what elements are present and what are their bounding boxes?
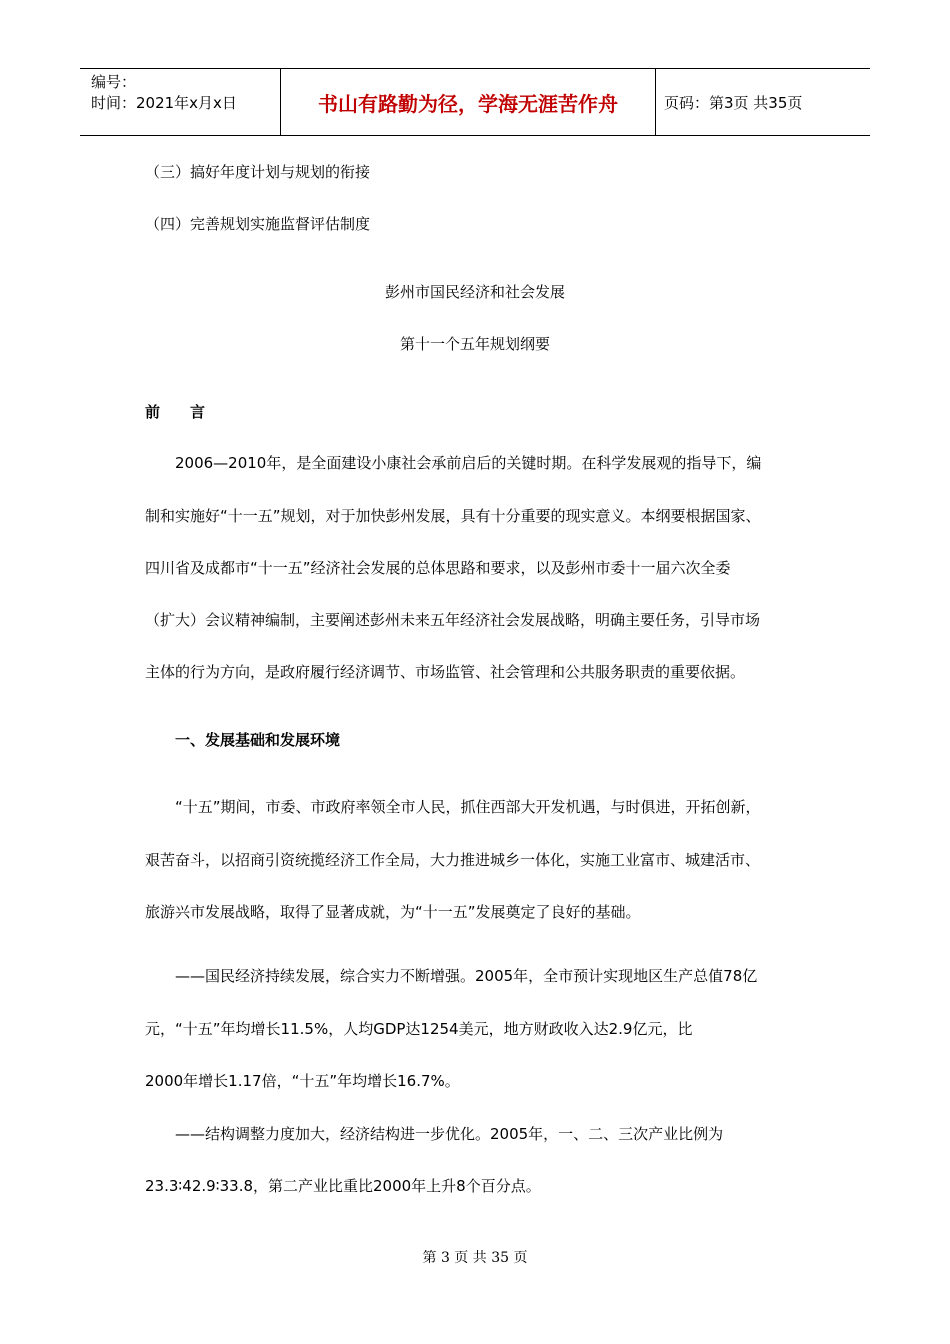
header-page-label: 页码：第3页 共35页 — [664, 93, 803, 112]
paragraph-line: 23.3∶42.9∶33.8，第二产业比重比2000年上升8个百分点。 — [145, 1177, 541, 1195]
header-table — [80, 68, 870, 136]
paragraph-line: 旅游兴市发展战略，取得了显著成就，为“十一五”发展奠定了良好的基础。 — [145, 903, 641, 921]
paragraph-line: 元，“十五”年均增长11.5%，人均GDP达1254美元，地方财政收入达2.9亿元，比 — [145, 1020, 693, 1038]
paragraph-line: （扩大）会议精神编制，主要阐述彭州未来五年经济社会发展战略，明确主要任务，引导市场 — [145, 611, 761, 629]
preface-heading: 前 言 — [145, 403, 206, 421]
document-title-line2: 第十一个五年规划纲要 — [399, 335, 550, 353]
document-title-line1: 彭州市国民经济和社会发展 — [384, 283, 565, 301]
paragraph-line: 制和实施好“十一五”规划，对于加快彭州发展，具有十分重要的现实意义。本纲要根据国家、 — [145, 507, 761, 525]
section-heading: 一、发展基础和发展环境 — [175, 731, 341, 749]
page-footer: 第 3 页 共 35 页 — [422, 1250, 528, 1266]
list-item-4: （四）完善规划实施监督评估制度 — [145, 215, 371, 233]
time-label: 时间：2021年x月x日 — [91, 94, 237, 112]
list-item-3: （三）搞好年度计划与规划的衔接 — [145, 163, 371, 181]
header-motto: 书山有路勤为径，学海无涯苦作舟 — [281, 69, 656, 135]
paragraph-line: 四川省及成都市“十一五”经济社会发展的总体思路和要求，以及彭州市委十一届六次全委 — [145, 559, 731, 577]
header-meta — [80, 69, 281, 135]
paragraph-line: “十五”期间，市委、市政府率领全市人民，抓住西部大开发机遇，与时俱进，开拓创新， — [175, 798, 761, 816]
paragraph-line: ——国民经济持续发展，综合实力不断增强。2005年，全市预计实现地区生产总值78亿 — [175, 967, 758, 985]
paragraph-line: 2006—2010年，是全面建设小康社会承前启后的关键时期。在科学发展观的指导下，编 — [175, 454, 762, 472]
paragraph-line: 艰苦奋斗，以招商引资统揽经济工作全局，大力推进城乡一体化，实施工业富市、城建活市、 — [145, 851, 761, 869]
paragraph-line: 主体的行为方向，是政府履行经济调节、市场监管、社会管理和公共服务职责的重要依据。 — [145, 663, 746, 681]
number-label: 编号： — [91, 73, 137, 91]
paragraph-line: ——结构调整力度加大，经济结构进一步优化。2005年，一、二、三次产业比例为 — [175, 1125, 724, 1143]
paragraph-line: 2000年增长1.17倍，“十五”年均增长16.7%。 — [145, 1072, 460, 1090]
